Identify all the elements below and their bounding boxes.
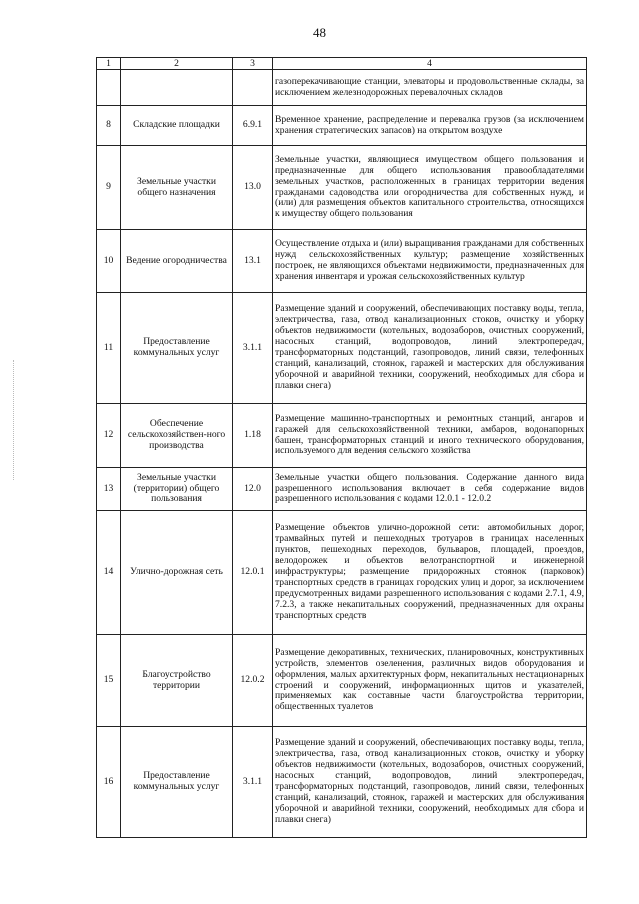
- row-number: 13: [97, 468, 121, 511]
- use-description: Земельные участки общего пользования. Содержание данного вида разрешенного использования включает в себя содержание видов разрешенного использования с кодами 12.0.1 - 12.0.2: [273, 468, 587, 511]
- row-number: 12: [97, 404, 121, 468]
- use-name: Предоставление коммунальных услуг: [121, 727, 233, 838]
- row-number: 8: [97, 106, 121, 146]
- table-row: [97, 293, 587, 404]
- use-name: Ведение огородничества: [121, 230, 233, 293]
- use-description: газоперекачивающие станции, элеваторы и продовольственные склады, за исключением железнодорожных перевалочных складов: [273, 70, 587, 106]
- use-code: 12.0.2: [233, 635, 273, 727]
- table-row: [97, 511, 587, 635]
- use-name: [121, 70, 233, 106]
- use-name: Предоставление коммунальных услуг: [121, 293, 233, 404]
- use-code: 6.9.1: [233, 106, 273, 146]
- use-code: 13.1: [233, 230, 273, 293]
- row-number: 16: [97, 727, 121, 838]
- use-name: Обеспечение сельскохозяйствен-ного производства: [121, 404, 233, 468]
- table-row: [97, 106, 587, 146]
- table-row: [97, 727, 587, 838]
- use-description: Земельные участки, являющиеся имуществом общего пользования и предназначенные для общего использования правообладателями земельных участков, расположенных в границах территории ведения гражданами садоводства или огородничества для собственных нужд, и (или) для размещения объектов капитального строительства, относящихся к имуществу общего пользования: [273, 146, 587, 230]
- table-row: [97, 635, 587, 727]
- use-code: 3.1.1: [233, 727, 273, 838]
- scan-margin-line: [13, 360, 14, 480]
- use-description: Размещение декоративных, технических, планировочных, конструктивных устройств, элементов озеленения, различных видов оборудования и оформления, малых архитектурных форм, некапитальных нестационарных строений и сооружений, информационных щитов и указателей, применяемых как составные части благоустройства территории, общественных туалетов: [273, 635, 587, 727]
- header-cell: 4: [273, 58, 587, 70]
- table-row: [97, 230, 587, 293]
- use-description: Размещение объектов улично-дорожной сети: автомобильных дорог, трамвайных путей и пешеходных тротуаров в границах населенных пунктов, пешеходных переходов, бульваров, площадей, проездов, велодорожек и объектов велотранспортной и инженерной инфраструктуры; размещение придорожных стоянок (парковок) транспортных средств в границах городских улиц и дорог, за исключением предусмотренных видами разрешенного использования с кодами 2.7.1, 4.9, 7.2.3, а также некапитальных сооружений, предназначенных для охраны транспортных средств: [273, 511, 587, 635]
- table-row: [97, 146, 587, 230]
- use-name: Земельные участки (территории) общего пользования: [121, 468, 233, 511]
- page-number: 48: [313, 25, 326, 40]
- use-name: Улично-дорожная сеть: [121, 511, 233, 635]
- use-code: [233, 70, 273, 106]
- land-use-table: [96, 57, 587, 838]
- row-number: 15: [97, 635, 121, 727]
- row-number: 9: [97, 146, 121, 230]
- use-name: Благоустройство территории: [121, 635, 233, 727]
- use-description: Размещение машинно-транспортных и ремонтных станций, ангаров и гаражей для сельскохозяйственной техники, амбаров, водонапорных башен, трансформаторных станций и иного технического оборудования, используемого для ведения сельского хозяйства: [273, 404, 587, 468]
- use-name: Земельные участки общего назначения: [121, 146, 233, 230]
- use-description: Размещение зданий и сооружений, обеспечивающих поставку воды, тепла, электричества, газа, отвод канализационных стоков, очистку и уборку объектов недвижимости (котельных, водозаборов, очистных сооружений, насосных станций, водопроводов, линий электропередач, трансформаторных подстанций, газопроводов, линий связи, телефонных станций, канализаций, стоянок, гаражей и мастерских для обслуживания уборочной и аварийной техники, сооружений, необходимых для сбора и плавки снега): [273, 293, 587, 404]
- use-code: 13.0: [233, 146, 273, 230]
- table-header-row: [97, 58, 587, 70]
- header-cell: 3: [233, 58, 273, 70]
- row-number: 10: [97, 230, 121, 293]
- header-cell: 2: [121, 58, 233, 70]
- use-description: Размещение зданий и сооружений, обеспечивающих поставку воды, тепла, электричества, газа, отвод канализационных стоков, очистку и уборку объектов недвижимости (котельных, водозаборов, очистных сооружений, насосных станций, водопроводов, линий электропередач, трансформаторных подстанций, газопроводов, линий связи, телефонных станций, канализаций, стоянок, гаражей и мастерских для обслуживания уборочной и аварийной техники, сооружений, необходимых для сбора и плавки снега): [273, 727, 587, 838]
- row-number: 11: [97, 293, 121, 404]
- table-row: [97, 70, 587, 106]
- row-number: [97, 70, 121, 106]
- use-code: 1.18: [233, 404, 273, 468]
- use-description: Осуществление отдыха и (или) выращивания гражданами для собственных нужд сельскохозяйственных культур; размещение хозяйственных построек, не являющихся объектами недвижимости, предназначенных для хранения инвентаря и урожая сельскохозяйственных культур: [273, 230, 587, 293]
- use-code: 12.0.1: [233, 511, 273, 635]
- header-cell: 1: [97, 58, 121, 70]
- use-code: 12.0: [233, 468, 273, 511]
- use-name: Складские площадки: [121, 106, 233, 146]
- table-row: [97, 468, 587, 511]
- table-row: [97, 404, 587, 468]
- use-code: 3.1.1: [233, 293, 273, 404]
- use-description: Временное хранение, распределение и перевалка грузов (за исключением хранения стратегических запасов) на открытом воздухе: [273, 106, 587, 146]
- row-number: 14: [97, 511, 121, 635]
